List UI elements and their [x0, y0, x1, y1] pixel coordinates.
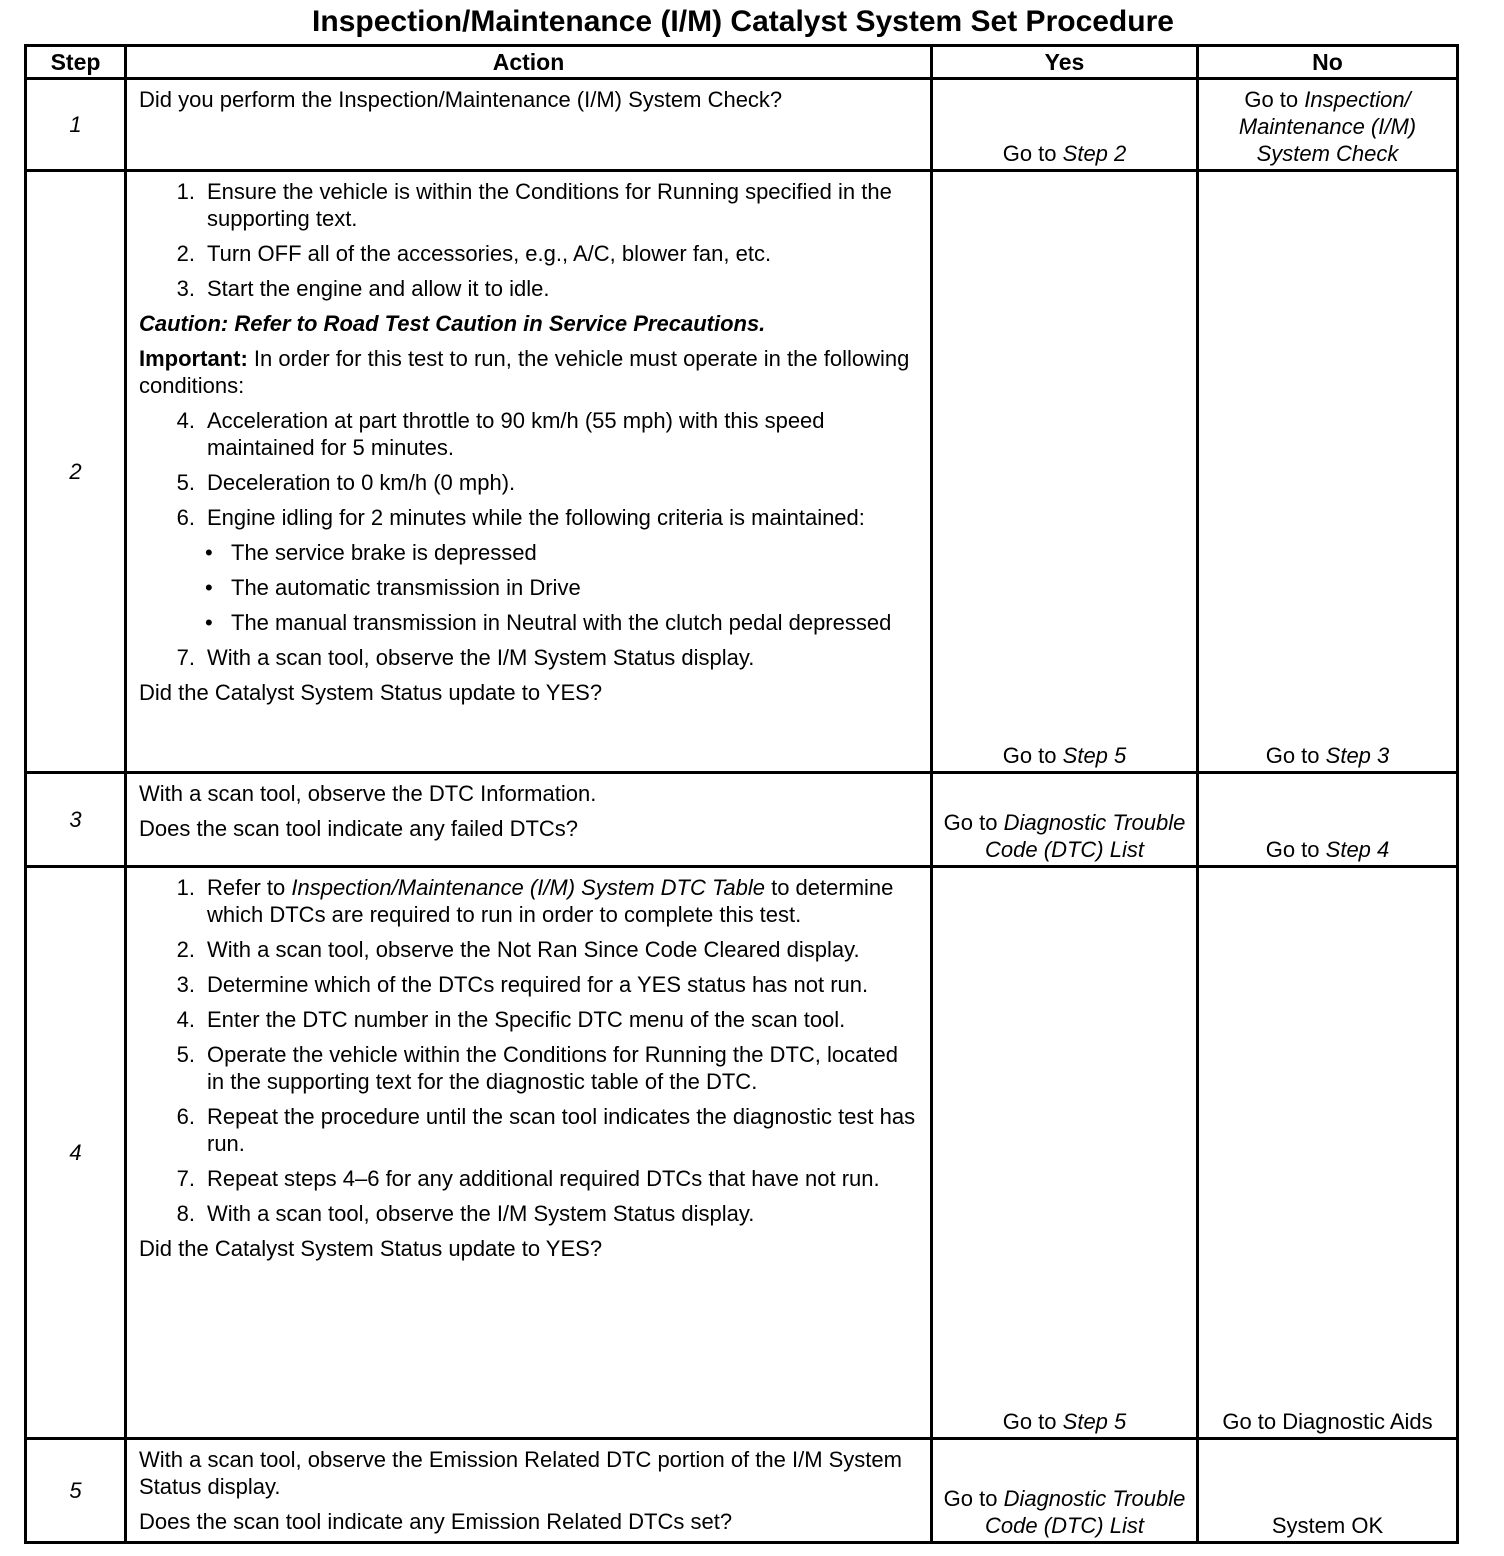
procedure-table	[24, 44, 1459, 1544]
step-number: 5	[26, 1439, 126, 1543]
list-item: 3. Start the engine and allow it to idle.	[176, 276, 550, 301]
bullet-item: • The manual transmission in Neutral with the clutch pedal depressed	[205, 610, 892, 635]
yes-cell[interactable]	[932, 171, 1198, 773]
bullet-item: • The service brake is depressed	[205, 540, 537, 565]
list-item: 3. Determine which of the DTCs required for a YES status has not run.	[176, 972, 869, 997]
no-cell[interactable]	[1198, 867, 1458, 1439]
yes-cell[interactable]	[932, 773, 1198, 867]
yes-link[interactable]: Step 5	[1062, 1409, 1127, 1434]
step-number: 1	[26, 79, 126, 171]
question-text: Did the Catalyst System Status update to YES?	[139, 1236, 603, 1261]
no-link[interactable]: Inspection/ Maintenance (I/M) System Check	[1238, 87, 1417, 166]
action-cell	[126, 171, 932, 773]
list-item: 2. Turn OFF all of the accessories, e.g., A/C, blower fan, etc.	[176, 241, 772, 266]
table-row-step-3	[26, 773, 1458, 867]
list-item: 6. Engine idling for 2 minutes while the following criteria is maintained:	[176, 505, 865, 530]
yes-prefix: Go to	[1002, 141, 1057, 166]
list-item: 5. Deceleration to 0 km/h (0 mph).	[176, 470, 516, 495]
action-cell	[126, 79, 932, 171]
yes-link[interactable]: Step 2	[1062, 141, 1127, 166]
yes-cell[interactable]	[932, 867, 1198, 1439]
header-step: Step	[26, 46, 126, 79]
step-number: 3	[26, 773, 126, 867]
no-prefix: Go to	[1244, 87, 1299, 112]
action-cell	[126, 773, 932, 867]
yes-cell[interactable]	[932, 1439, 1198, 1543]
list-item: 4. Enter the DTC number in the Specific DTC menu of the scan tool.	[176, 1007, 846, 1032]
no-link[interactable]: Step 4	[1325, 837, 1390, 862]
no-cell[interactable]	[1198, 79, 1458, 171]
no-cell[interactable]	[1198, 171, 1458, 773]
yes-prefix: Go to	[1002, 1409, 1057, 1434]
yes-link[interactable]: Diagnostic Trouble Code (DTC) List	[985, 1486, 1186, 1538]
yes-prefix: Go to	[943, 1486, 998, 1511]
action-text: With a scan tool, observe the Emission Related DTC portion of the I/M System Status display.	[139, 1447, 902, 1499]
no-cell[interactable]	[1198, 773, 1458, 867]
list-item: 7. Repeat steps 4–6 for any additional required DTCs that have not run.	[176, 1166, 880, 1191]
step-number: 2	[26, 171, 126, 773]
table-row-step-1	[26, 79, 1458, 171]
header-action: Action	[126, 46, 932, 79]
yes-prefix: Go to	[1002, 743, 1057, 768]
bullet-item: • The automatic transmission in Drive	[205, 575, 581, 600]
step-number: 4	[26, 867, 126, 1439]
action-text: With a scan tool, observe the DTC Information.	[139, 781, 597, 806]
procedure-title: Inspection/Maintenance (I/M) Catalyst System Set Procedure	[312, 5, 1174, 38]
question-text: Does the scan tool indicate any failed DTCs?	[139, 816, 579, 841]
no-link[interactable]: Step 3	[1325, 743, 1390, 768]
no-text[interactable]: Go to Diagnostic Aids	[1222, 1409, 1433, 1434]
no-text: System OK	[1271, 1513, 1384, 1538]
yes-prefix: Go to	[943, 810, 998, 835]
important-note: Important: In order for this test to run, the vehicle must operate in the following conditions:	[139, 346, 910, 398]
question-text: Did the Catalyst System Status update to YES?	[139, 680, 603, 705]
table-row-step-2	[26, 171, 1458, 773]
dtc-table-link[interactable]: Inspection/Maintenance (I/M) System DTC Table	[291, 875, 765, 900]
yes-cell[interactable]	[932, 79, 1198, 171]
header-row	[26, 46, 1458, 79]
no-prefix: Go to	[1265, 837, 1320, 862]
no-prefix: Go to	[1265, 743, 1320, 768]
question-text: Does the scan tool indicate any Emission Related DTCs set?	[139, 1509, 733, 1534]
list-item: 7. With a scan tool, observe the I/M System Status display.	[176, 645, 755, 670]
action-cell	[126, 867, 932, 1439]
question-text: Did you perform the Inspection/Maintenance (I/M) System Check?	[139, 87, 783, 112]
list-item: 2. With a scan tool, observe the Not Ran Since Code Cleared display.	[176, 937, 860, 962]
caution-note: Caution: Refer to Road Test Caution in Service Precautions.	[139, 311, 766, 336]
action-cell	[126, 1439, 932, 1543]
no-cell	[1198, 1439, 1458, 1543]
header-yes: Yes	[932, 46, 1198, 79]
list-item: 1. Refer to Inspection/Maintenance (I/M) System DTC Table to determine which DTCs are required to run in order to complete this test.	[176, 875, 894, 927]
list-item: 8. With a scan tool, observe the I/M System Status display.	[176, 1201, 755, 1226]
header-no: No	[1198, 46, 1458, 79]
list-item: 5. Operate the vehicle within the Conditions for Running the DTC, located in the supporting text for the diagnostic table of the DTC.	[176, 1042, 898, 1094]
yes-link[interactable]: Diagnostic Trouble Code (DTC) List	[985, 810, 1186, 862]
list-item: 1. Ensure the vehicle is within the Conditions for Running specified in the supporting text.	[176, 179, 892, 231]
table-row-step-4	[26, 867, 1458, 1439]
table-row-step-5	[26, 1439, 1458, 1543]
yes-link[interactable]: Step 5	[1062, 743, 1127, 768]
list-item: 6. Repeat the procedure until the scan tool indicates the diagnostic test has run.	[176, 1104, 916, 1156]
list-item: 4. Acceleration at part throttle to 90 km/h (55 mph) with this speed maintained for 5 minutes.	[176, 408, 825, 460]
